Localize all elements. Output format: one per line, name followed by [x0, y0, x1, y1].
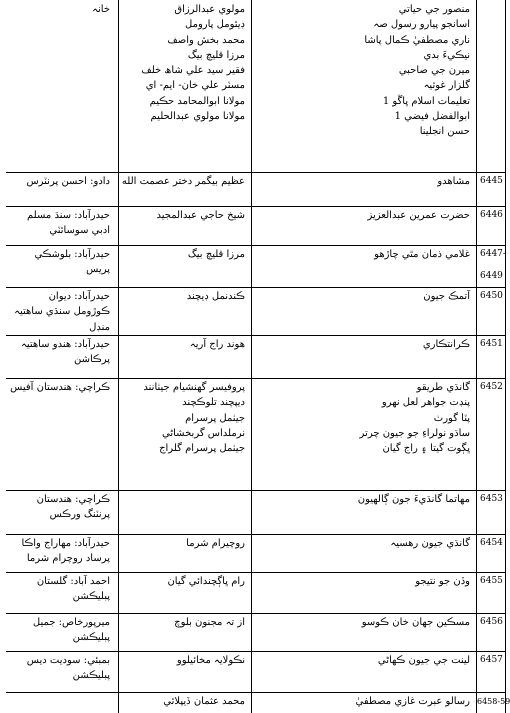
entry-publisher-line: دادو: احسن پرنٽرس — [26, 176, 110, 187]
entry-author-line: ڪندنمل ڊيچند — [186, 291, 245, 302]
entry-number — [477, 694, 510, 709]
entry-number — [480, 208, 503, 223]
entry-author — [122, 380, 245, 456]
entry-author-line: مرزا قليچ بيگ — [187, 249, 245, 260]
entry-publisher-line: احمد آباد: گلستان — [36, 576, 110, 587]
entry-publisher — [10, 615, 110, 646]
top-authors-line: مولانا ابوالمحامد حڪيم — [149, 95, 245, 107]
entry-title — [255, 694, 470, 709]
entry-publisher-line: منڊل — [89, 321, 110, 333]
entry-author — [122, 574, 245, 589]
entry-title-line: آتمڪ جيون — [423, 291, 470, 302]
entry-author-line: نرملداس گربخشاڻي — [162, 427, 245, 439]
top-authors-line: محمد بخش واصف — [167, 34, 245, 46]
entry-author-line: شيخ حاجي عبدالمجيد — [156, 210, 245, 221]
top-authors-line: مرزا قليچ بيگ — [187, 49, 245, 61]
entry-author — [122, 536, 245, 551]
entry-publisher — [10, 337, 110, 368]
entry-publisher-line: ڪراچي: هندستان — [36, 494, 110, 505]
top-authors-line: مسٽر علي خان- ايم- اي — [145, 80, 245, 92]
entry-title — [255, 536, 470, 551]
entry-publisher-line: پريس — [86, 264, 110, 276]
entry-number-line: 6451 — [480, 339, 503, 349]
entry-author-line: ديپچند تلوڪچند — [182, 397, 245, 409]
entry-author-line: پروفيسر گهنشيام جيٺانند — [143, 382, 245, 393]
entry-publisher — [10, 174, 110, 189]
entry-author — [122, 337, 245, 352]
entry-publisher — [10, 247, 110, 278]
entry-publisher-line: ميرپورخاص: جميل — [32, 617, 110, 628]
entry-author-line: جيٺمل پرسرام — [185, 412, 245, 424]
entry-author-line: عظيم بيگمر دختر عصمت الله — [121, 176, 245, 187]
top-titles-line: گلزار غوثيہ — [423, 80, 470, 92]
top-authors-line: ڊيئومل پارومل — [185, 19, 245, 31]
entry-number-line: 6458-59 — [477, 697, 510, 706]
entry-title — [255, 653, 470, 668]
entry-title-line: ڪرانتڪاري — [422, 339, 470, 350]
entry-publisher-line: پرنٽنگ ورڪس — [49, 509, 110, 521]
top-titles-line: نيڪيءَ بدي — [423, 49, 470, 61]
entry-number-line: 6449 — [480, 271, 503, 282]
top-authors-line: فقير سيد علي شاھ خلف — [141, 65, 245, 77]
top-titles-line: تعليمات اسلام ڀاڱو 1 — [382, 95, 470, 107]
entry-number-line: 6452 — [480, 382, 503, 392]
entry-number — [480, 380, 503, 395]
entry-author — [122, 208, 245, 223]
top-publishers — [10, 2, 110, 17]
entry-number-line: 6446 — [480, 210, 503, 220]
entry-author-line: روچيرام شرما — [186, 538, 245, 549]
top-titles-line: ناري مصطفيٰ ڪمال پاشا — [364, 34, 470, 46]
entry-title-line: حضرت عمرين عبدالعزيز — [367, 210, 470, 221]
entry-publisher — [10, 208, 110, 239]
entry-publisher-line: پرڪاشن — [73, 354, 110, 366]
entry-publisher — [10, 536, 110, 567]
top-authors-line: مولانا مولوي عبدالحليم — [150, 111, 245, 123]
entry-title-line: رسالو عبرت غازي مصطفيٰ — [355, 696, 470, 707]
entry-publisher-line: ڪراچي: هندستان آفيس — [10, 382, 110, 393]
entry-number-line: 6445 — [480, 176, 503, 186]
top-titles — [255, 2, 470, 140]
entry-author — [122, 653, 245, 668]
top-authors — [122, 2, 245, 124]
entry-publisher-line: پرساد روچرام شرما — [26, 553, 110, 565]
entry-publisher-line: پبليڪشن — [72, 591, 110, 603]
top-publishers-line: خانہ — [92, 4, 110, 15]
entry-number — [480, 174, 503, 189]
entry-title — [255, 289, 470, 304]
entry-number-line: 6447- — [480, 249, 506, 259]
entry-title-line: ساڌو نولراءِ جو جيون چرتر — [359, 427, 470, 439]
entry-author — [122, 694, 245, 709]
entry-title-line: پنڊت جواهر لعل نهرو — [381, 397, 470, 409]
entry-number — [480, 337, 503, 352]
entry-number — [480, 289, 503, 304]
entry-author — [122, 615, 245, 630]
entry-publisher-line: ادبي سوسائٽي — [49, 225, 110, 237]
entry-number-line: 6455 — [480, 576, 503, 586]
entry-publisher-line: حيدرآباد: بلوشڪي — [34, 249, 110, 260]
top-authors-line: مولوي عبدالرزاق — [174, 4, 245, 15]
top-titles-line: اسانجو پيارو رسول صہ — [373, 19, 470, 31]
entry-publisher — [10, 653, 110, 684]
entry-author-line: محمد عثمان ڏيپلائي — [163, 696, 245, 707]
entry-title-line: گانڌي جيون رهسيہ — [390, 538, 470, 549]
entry-author — [122, 174, 245, 189]
entry-title-line: مهاتما گانڌيءَ جون ڳالهيون — [357, 494, 470, 505]
top-titles-line: ميرن جي صاحبي — [398, 65, 470, 77]
entry-title — [255, 492, 470, 507]
entry-number — [480, 653, 503, 668]
entry-title-line: غلامي ذمان مٿي چاڙهو — [374, 249, 470, 260]
entry-author-line: از تہ مجنون بلوچ — [174, 617, 245, 628]
entry-title-line: مشاهدو — [437, 176, 470, 187]
entry-author-line: هوند راج آريہ — [189, 339, 245, 350]
catalog-page — [6, 0, 510, 713]
entry-publisher-line: ڪوڙومل سنڌي ساهتيہ — [14, 306, 110, 318]
entry-publisher — [10, 380, 110, 395]
entry-number — [480, 615, 503, 630]
entry-number — [480, 492, 503, 507]
entry-number — [480, 574, 503, 589]
entry-publisher-line: حيدرآباد: هندو ساهتيہ — [20, 339, 110, 350]
entry-author — [122, 247, 245, 262]
entry-number-line: 6454 — [480, 538, 503, 548]
entry-title-line: وڏن جو نتيجو — [415, 576, 470, 587]
entry-title — [255, 337, 470, 352]
entry-title — [255, 208, 470, 223]
entry-title-line: لينت جي جيون ڪهاڻي — [377, 655, 470, 666]
entry-title — [255, 615, 470, 630]
top-titles-line: حسن انجلينا — [419, 126, 470, 138]
entry-number — [480, 536, 503, 551]
entry-publisher-line: حيدرآباد: ديوان — [48, 291, 110, 302]
entry-title-line: ڀڳوت گيتا ۽ راج گيان — [382, 443, 470, 455]
entry-title — [255, 574, 470, 589]
entry-number-line: 6457 — [480, 655, 503, 665]
entry-author-line: رام ڀاڳچندائي گيان — [167, 576, 245, 587]
entry-number — [480, 247, 506, 285]
entry-author-line: جيٺمل پرسرام گلراج — [159, 443, 245, 455]
top-titles-line: منصور جي حياتي — [398, 4, 470, 15]
entry-title — [255, 380, 470, 456]
entry-title-line: پٽا گورٺ — [433, 412, 470, 424]
entry-author — [122, 289, 245, 304]
entry-number-line: 6453 — [480, 494, 503, 504]
entry-publisher-line: بمبئي: سوديت ديس — [26, 655, 110, 666]
entry-publisher — [10, 289, 110, 335]
entry-author-line: نڪولايہ مخائيلوو — [176, 655, 245, 666]
entry-number-line: 6456 — [480, 617, 503, 627]
entry-publisher — [10, 574, 110, 605]
entry-title-line: مسڪين جهان خان ڪوسو — [361, 617, 470, 628]
entry-number-line: 6450 — [480, 291, 503, 301]
entry-title — [255, 247, 470, 262]
entry-title — [255, 174, 470, 189]
entry-publisher — [10, 492, 110, 523]
top-titles-line: ابوالفضل فيضي 1 — [394, 111, 470, 123]
entry-publisher-line: حيدرآباد: سنڌ مسلم — [27, 210, 110, 221]
entry-publisher-line: پبليڪشن — [72, 632, 110, 644]
entry-publisher-line: پبليڪشن — [72, 670, 110, 682]
entry-publisher-line: حيدرآباد: مهاراج واڪا — [21, 538, 110, 549]
entry-title-line: گانڌي طريقو — [416, 382, 470, 393]
